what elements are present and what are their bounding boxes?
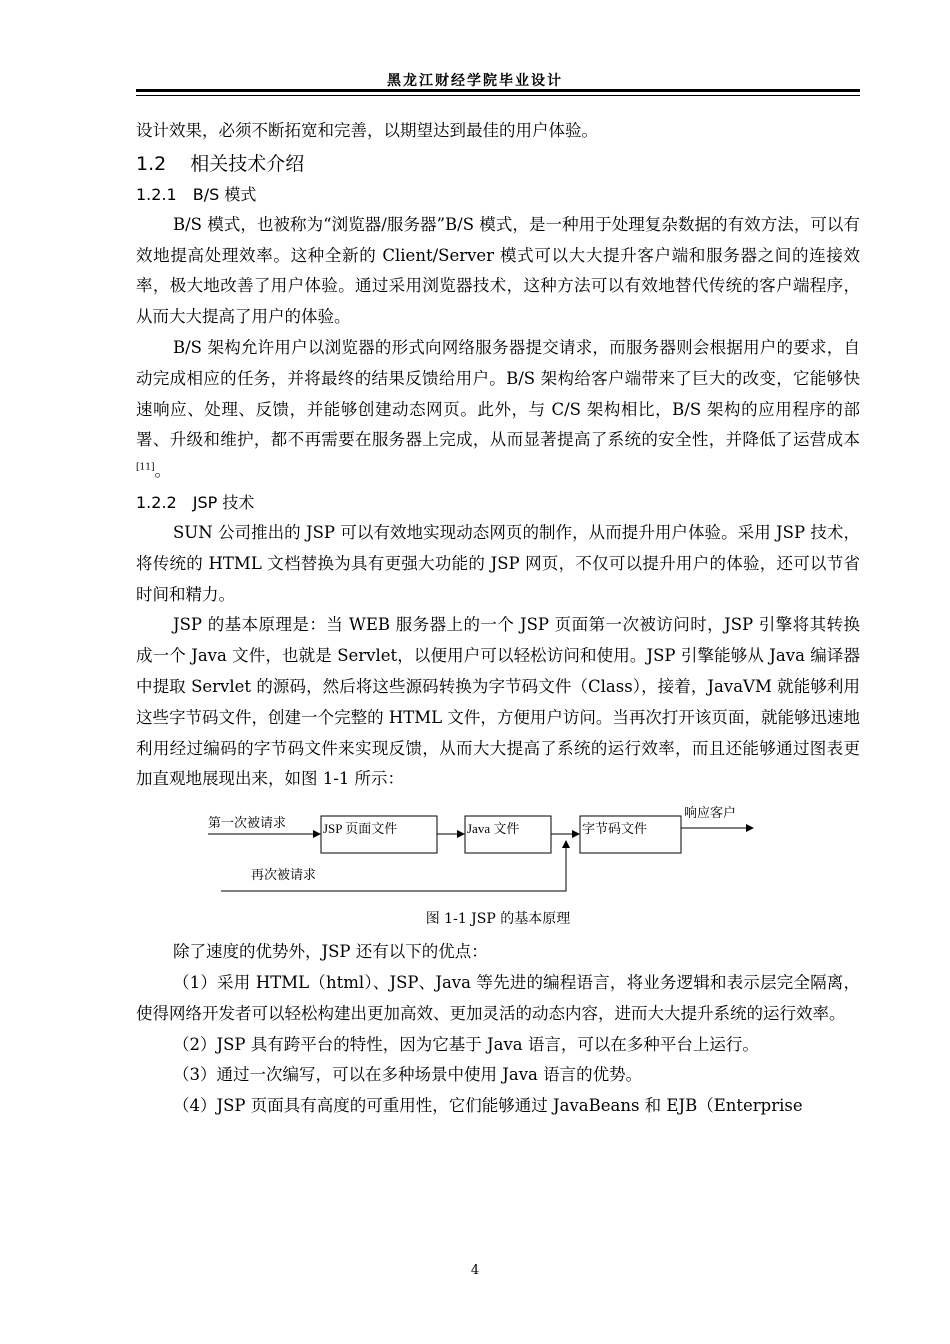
figure-caption: 图 1-1 JSP 的基本原理 [425,911,571,928]
bs-paragraph-2-text: B/S 架构允许用户以浏览器的形式向网络服务器提交请求，而服务器则会根据用户的要求，自动完成相应的任务，并将最终的结果反馈给用户。B/S 架构给客户端带来了巨大的改变，它能够快速响应、处理、反馈，并能够创建动态网页。此外，与 C/S 架构相比，B/S 架构的应用程序的部署、升级和维护，都不再需要在服务器上完成，从而显著提高了系统的安全性，并降低了运营成本 [136,337,860,450]
advantages-intro: 除了速度的优势外，JSP 还有以下的优点： [173,942,488,962]
section-number: 1.2 [136,152,167,175]
bs-paragraph-1: B/S 模式，也被称为“浏览器/服务器”B/S 模式，是一种用于处理复杂数据的有效方法，可以有效地提高处理效率。这种全新的 Client/Server 模式可以大大提升客户端和服务器之间的连接效率，极大地改善了用户体验。通过采用浏览器技术，这种方法可以有效地替代传统的客户端程序，从而大大提高了用户的体验。 [136,214,860,327]
section-title: 相关技术介绍 [190,152,305,175]
box-java-label: Java 文件 [467,821,520,837]
flow-diagram [196,797,766,907]
bs-paragraph-2 [136,333,860,487]
box-bytecode-label: 字节码文件 [582,821,648,837]
page-number: 4 [470,1263,480,1278]
subsection-heading-jsp [136,487,860,518]
bs-paragraph-2-end: 。 [154,461,171,481]
label-first-request: 第一次被请求 [208,815,287,831]
page-content [136,116,860,1122]
section-heading [136,149,860,179]
header-title: 黑龙江财经学院毕业设计 [387,73,563,89]
label-second-request: 再次被请求 [251,867,317,883]
citation-ref: [11] [136,462,155,473]
label-respond: 响应客户 [684,805,737,821]
continuation-paragraph: 设计效果，必须不断拓宽和完善，以期望达到最佳的用户体验。 [136,121,598,140]
jsp-paragraph-1: SUN 公司推出的 JSP 可以有效地实现动态网页的制作，从而提升用户体验。采用 JSP 技术，将传统的 HTML 文档替换为具有更强大功能的 JSP 网页，不仅可以提升用户的体验，还可以节省时间和精力。 [136,522,860,604]
subsection-number: 1.2.1 [136,184,177,204]
subsection-heading-bs [136,179,860,210]
box-jsp-label: JSP 页面文件 [323,821,398,837]
subsection-number: 1.2.2 [136,492,177,512]
jsp-principle-figure [136,797,860,937]
subsection-title: B/S 模式 [192,184,257,204]
header-rule-thick [136,89,860,92]
advantage-2: （2）JSP 具有跨平台的特性，因为它基于 Java 语言，可以在多种平台上运行。 [173,1034,759,1054]
jsp-paragraph-2: JSP 的基本原理是：当 WEB 服务器上的一个 JSP 页面第一次被访问时，JSP 引擎将其转换成一个 Java 文件，也就是 Servlet，以便用户可以轻松访问和使用。JSP 引擎能够从 Java 编译器中提取 Servlet 的源码，然后将这些源码转换为字节码文件（Class），接着，JavaVM 就能够利用这些字节码文件，创建一个完整的 HTML 文件，方便用户访问。当再次打开该页面，就能够迅速地利用经过编码的字节码文件来实现反馈，从而大大提高了系统的运行效率，而且还能够通过图表更加直观地展现出来，如图 1-1 所示： [136,615,860,789]
advantage-1: （1）采用 HTML（html）、JSP、Java 等先进的编程语言，将业务逻辑和表示层完全隔离，使得网络开发者可以轻松构建出更加高效、更加灵活的动态内容，进而大大提升系统的运行效率。 [136,972,860,1023]
second-request-path [221,841,566,891]
advantage-3: （3）通过一次编写，可以在多种场景中使用 Java 语言的优势。 [173,1065,643,1085]
subsection-title: JSP 技术 [192,492,255,512]
advantage-4: （4）JSP 页面具有高度的可重用性，它们能够通过 JavaBeans 和 EJB（Enterprise [173,1096,803,1116]
header-rule-thin [136,95,860,96]
